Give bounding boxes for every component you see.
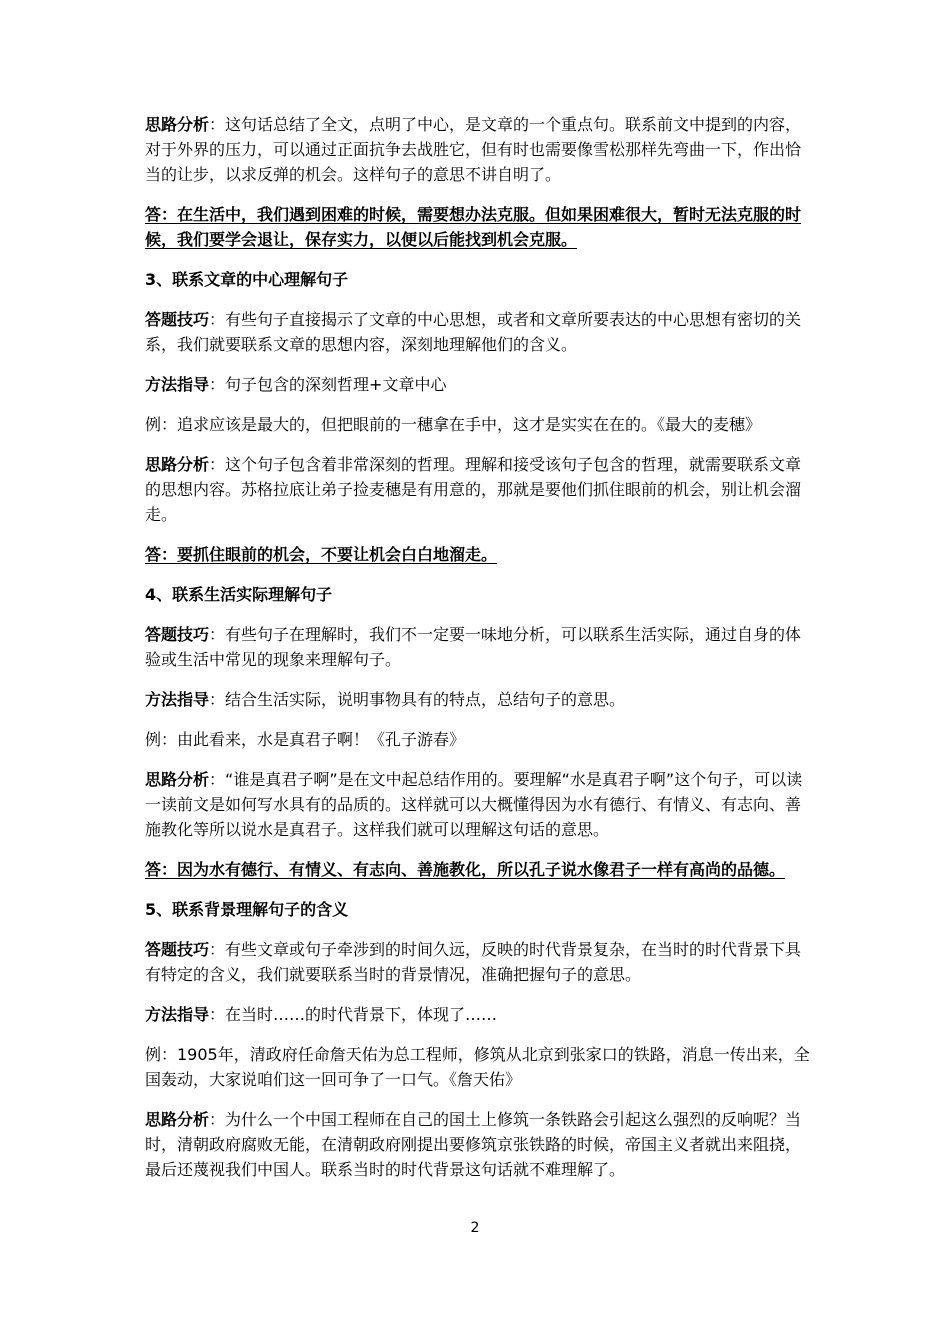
page-number: 2 (470, 1220, 480, 1236)
label-analysis: 思路分析 (145, 455, 210, 474)
label-method: 方法指导 (145, 375, 210, 394)
paragraph-text: 有些句子直接揭示了文章的中心思想，或者和文章所要表达的中心思想有密切的关系，我们就要联系文章的思想内容，深刻地理解他们的含义。 (145, 310, 802, 354)
tips-paragraph: 答题技巧：有些句子直接揭示了文章的中心思想，或者和文章所要表达的中心思想有密切的关系，我们就要联系文章的思想内容，深刻地理解他们的含义。 (145, 310, 802, 354)
answer-paragraph: 答：在生活中，我们遇到困难的时候，需要想办法克服。但如果困难很大，暂时无法克服的时候，我们要学会退让，保存实力，以便以后能找到机会克服。 (145, 205, 802, 249)
analysis-paragraph: 思路分析：这个句子包含着非常深刻的哲理。理解和接受该句子包含的哲理，就需要联系文章的思想内容。苏格拉底让弟子捡麦穗是有用意的，那就是要他们抓住眼前的机会，别让机会溜走。 (145, 455, 802, 524)
example-paragraph: 例：由此看来，水是真君子啊！《孔子游春》 (145, 730, 466, 749)
example-paragraph: 例：追求应该是最大的，但把眼前的一穗拿在手中，这才是实实在在的。《最大的麦穗》 (145, 415, 762, 434)
tips-paragraph: 答题技巧：有些文章或句子牵涉到的时间久远，反映的时代背景复杂，在当时的时代背景下具有特定的含义，我们就要联系当时的背景情况，准确把握句子的意思。 (145, 940, 802, 984)
analysis-paragraph: 思路分析：为什么一个中国工程师在自己的国土上修筑一条铁路会引起这么强烈的反响呢？当时，清朝政府腐败无能，在清朝政府刚提出要修筑京张铁路的时候，帝国主义者就出来阻挠，最后还蔑视我们中国人。联系当时的时代背景这句话就不难理解了。 (145, 1110, 802, 1179)
label-analysis: 思路分析 (145, 770, 210, 789)
method-paragraph: 方法指导：句子包含的深刻哲理+文章中心 (145, 375, 447, 394)
example-paragraph: 例：1905年，清政府任命詹天佑为总工程师，修筑从北京到张家口的铁路，消息一传出来，全国轰动，大家说咱们这一回可争了一口气。《詹天佑》 (145, 1045, 810, 1089)
label-tips: 答题技巧 (145, 310, 210, 329)
analysis-paragraph: 思路分析：这句话总结了全文，点明了中心，是文章的一个重点句。联系前文中提到的内容，对于外界的压力，可以通过正面抗争去战胜它，但有时也需要像雪松那样先弯曲一下，作出恰当的让步，以求反弹的机会。这样句子的意思不讲自明了。 (145, 115, 802, 184)
tips-paragraph: 答题技巧：有些句子在理解时，我们不一定要一味地分析，可以联系生活实际，通过自身的体验或生活中常见的现象来理解句子。 (145, 625, 802, 669)
paragraph-text: 有些句子在理解时，我们不一定要一味地分析，可以联系生活实际，通过自身的体验或生活中常见的现象来理解句子。 (145, 625, 802, 669)
paragraph-text: 在当时……的时代背景下，体现了…… (225, 1005, 498, 1024)
answer-paragraph: 答：要抓住眼前的机会，不要让机会白白地溜走。 (145, 545, 498, 564)
section-heading-5: 5、联系背景理解句子的含义 (145, 900, 349, 919)
label-analysis: 思路分析 (145, 1110, 210, 1129)
label-method: 方法指导 (145, 690, 210, 709)
label-method: 方法指导 (145, 1005, 210, 1024)
document-page (145, 112, 810, 1197)
paragraph-text: “谁是真君子啊”是在文中起总结作用的。要理解“水是真君子啊”这个句子，可以读一读前文是如何写水具有的品质的。这样就可以大概懂得因为水有德行、有情义、有志向、善施教化等所以说水是真君子。这样我们就可以理解这句话的意思。 (145, 770, 803, 839)
paragraph-text: 这句话总结了全文，点明了中心，是文章的一个重点句。联系前文中提到的内容，对于外界的压力，可以通过正面抗争去战胜它，但有时也需要像雪松那样先弯曲一下，作出恰当的让步，以求反弹的机会。这样句子的意思不讲自明了。 (145, 115, 802, 184)
answer-paragraph: 答：因为水有德行、有情义、有志向、善施教化，所以孔子说水像君子一样有高尚的品德。 (145, 860, 786, 879)
paragraph-text: 为什么一个中国工程师在自己的国土上修筑一条铁路会引起这么强烈的反响呢？当时，清朝政府腐败无能，在清朝政府刚提出要修筑京张铁路的时候，帝国主义者就出来阻挠，最后还蔑视我们中国人。联系当时的时代背景这句话就不难理解了。 (145, 1110, 802, 1179)
method-paragraph: 方法指导：结合生活实际，说明事物具有的特点，总结句子的意思。 (145, 690, 626, 709)
label-analysis: 思路分析 (145, 115, 210, 134)
label-tips: 答题技巧 (145, 625, 210, 644)
section-heading-3: 3、联系文章的中心理解句子 (145, 270, 349, 289)
label-tips: 答题技巧 (145, 940, 210, 959)
paragraph-text: 这个句子包含着非常深刻的哲理。理解和接受该句子包含的哲理，就需要联系文章的思想内容。苏格拉底让弟子捡麦穗是有用意的，那就是要他们抓住眼前的机会，别让机会溜走。 (145, 455, 802, 524)
method-paragraph: 方法指导：在当时……的时代背景下，体现了…… (145, 1005, 498, 1024)
section-heading-4: 4、联系生活实际理解句子 (145, 585, 333, 604)
paragraph-text: 句子包含的深刻哲理+文章中心 (225, 375, 447, 394)
paragraph-text: 结合生活实际，说明事物具有的特点，总结句子的意思。 (225, 690, 626, 709)
paragraph-text: 有些文章或句子牵涉到的时间久远，反映的时代背景复杂，在当时的时代背景下具有特定的含义，我们就要联系当时的背景情况，准确把握句子的意思。 (145, 940, 802, 984)
analysis-paragraph: 思路分析：“谁是真君子啊”是在文中起总结作用的。要理解“水是真君子啊”这个句子，可以读一读前文是如何写水具有的品质的。这样就可以大概懂得因为水有德行、有情义、有志向、善施教化等所以说水是真君子。这样我们就可以理解这句话的意思。 (145, 770, 803, 839)
